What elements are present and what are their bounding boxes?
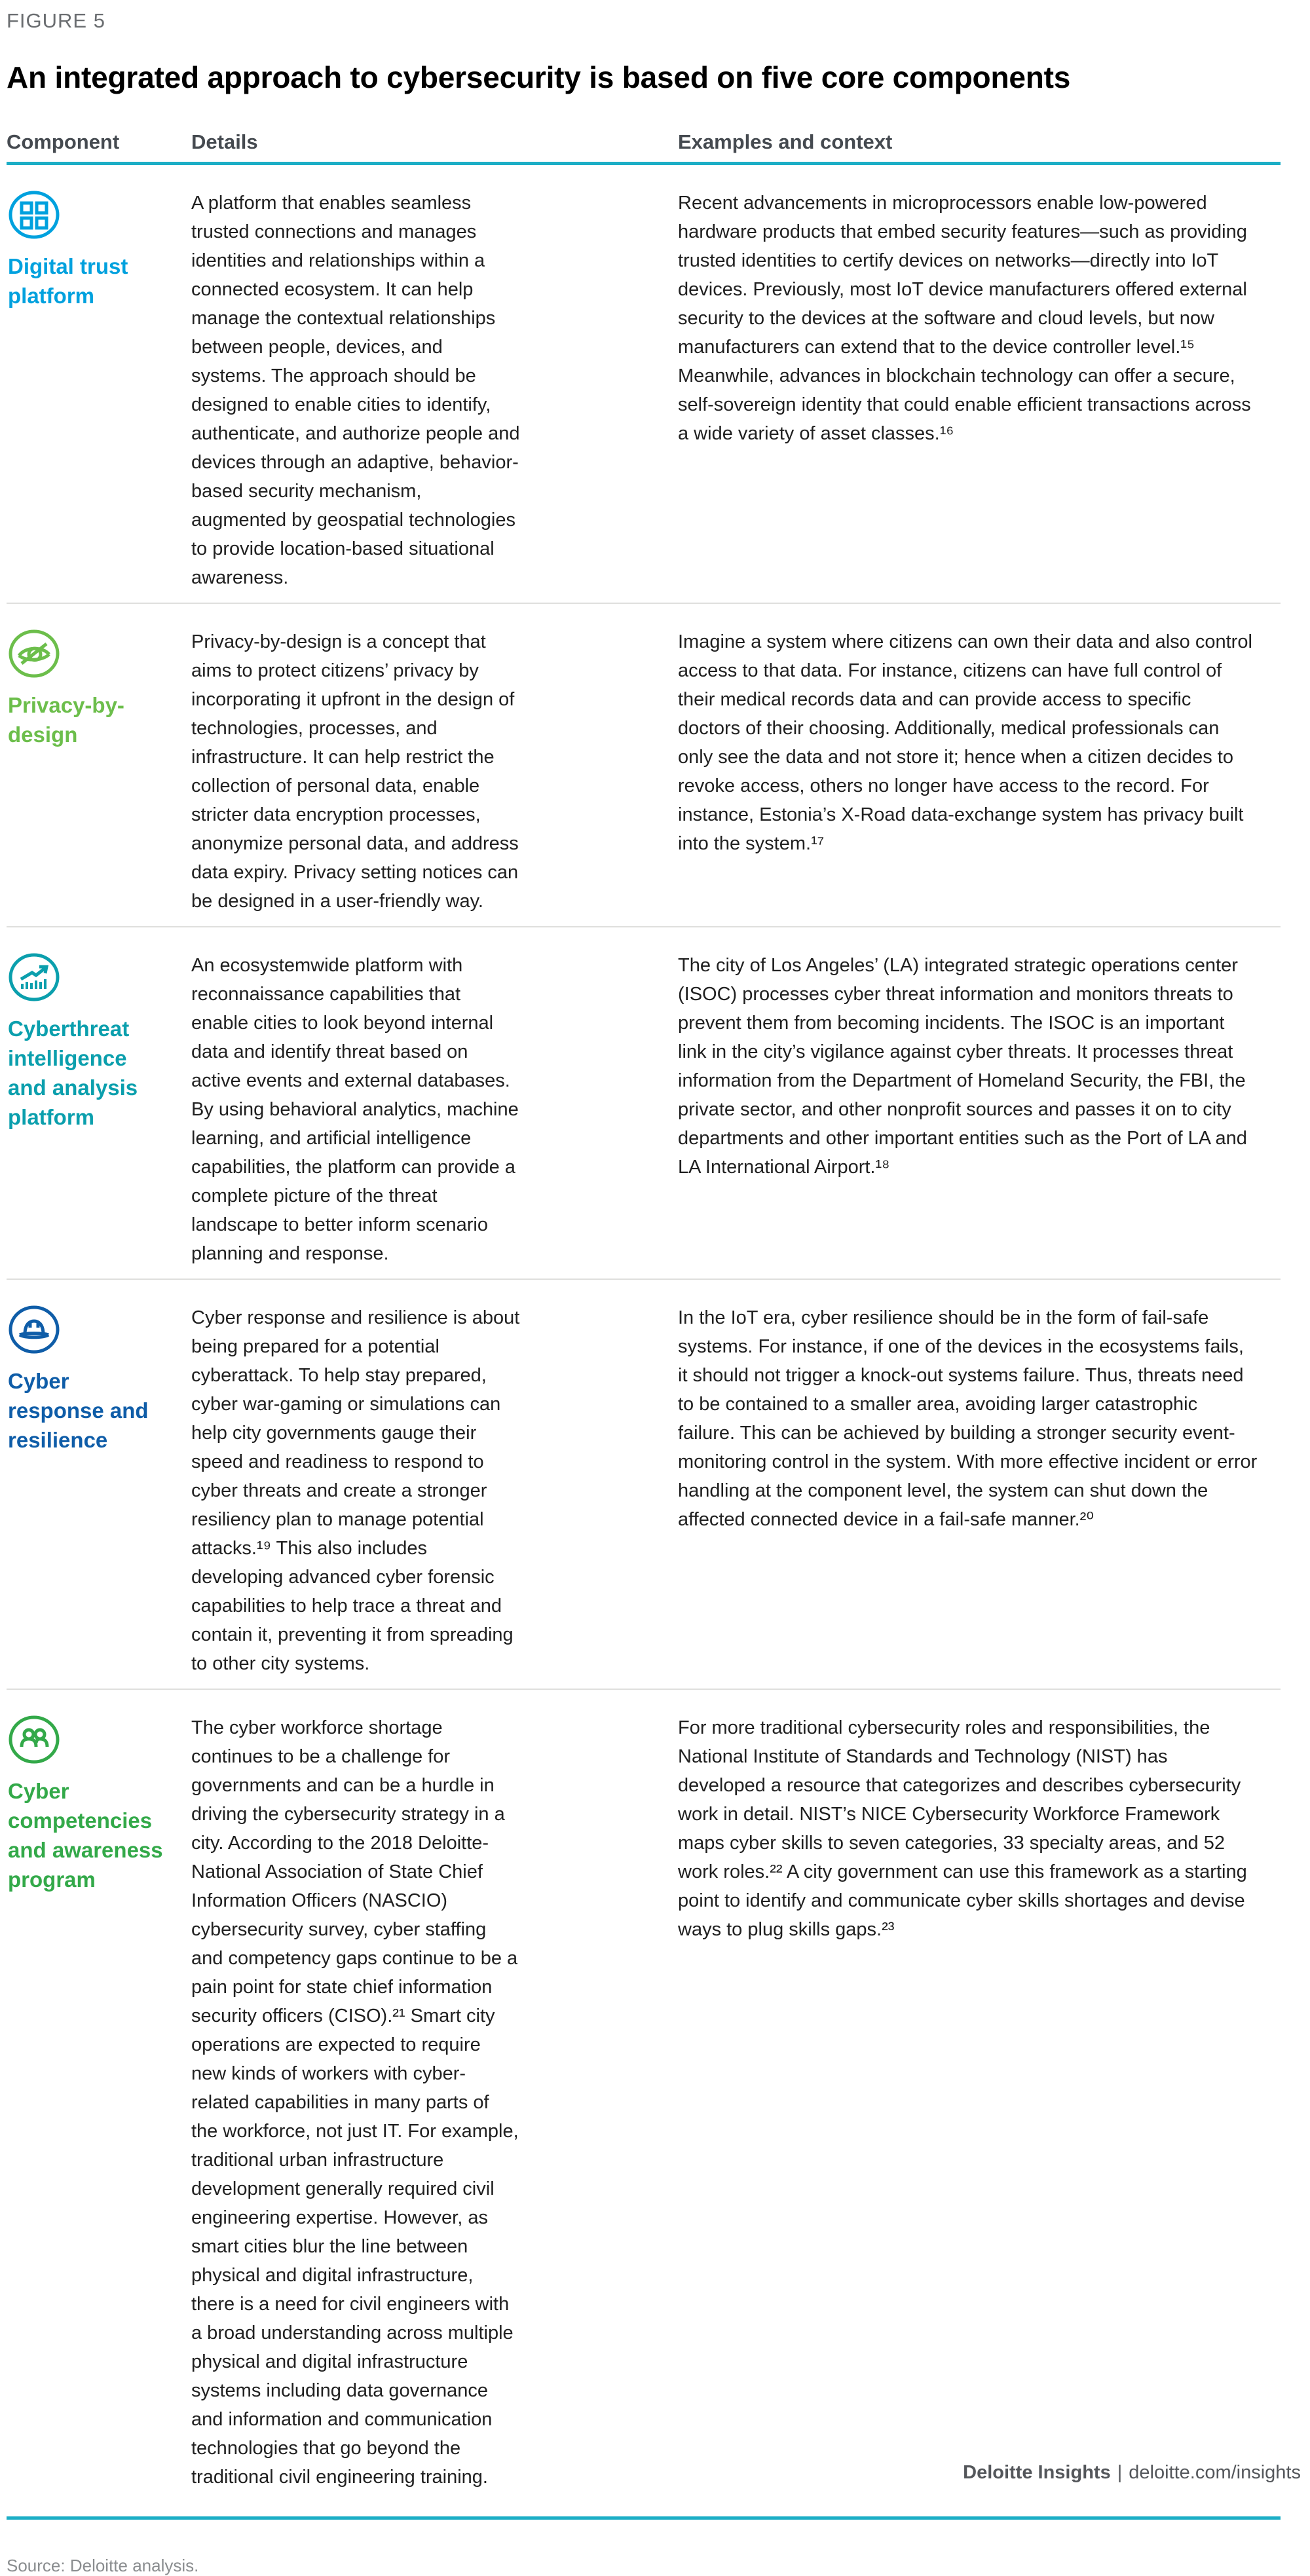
details-text: Privacy-by-design is a concept that aims to protect citizens’ privacy by incorporating it upfront in the design of technologies, processes, and infrastructure. It can help restrict the collection of personal data, enable stricter data encryption processes, anonymize personal data, and address data expiry. Privacy setting notices can be designed in a user-friendly way. <box>191 631 519 912</box>
component-cell <box>7 1303 191 1678</box>
details-text: Cyber response and resilience is about being prepared for a potential cyberattack. To help stay prepared, cyber war-gaming or simulations can help city governments gauge their speed and readiness to respond to cyber threats and create a stronger resiliency plan to manage potential attacks.¹⁹ This also includes developing advanced cyber forensic capabilities to help trace a threat and contain it, preventing it from spreading to other city systems. <box>191 1307 520 1674</box>
footer-separator: | <box>1117 2462 1123 2483</box>
examples-text: For more traditional cybersecurity roles and responsibilities, the National Institute of Standards and Technology (NIST) has developed a resource that categorizes and describes cybersecurity work in detail. NIST’s NICE Cybersecurity Workforce Framework maps cyber skills to seven categories, 33 specialty areas, and 52 work roles.²² A city government can use this framework as a starting point to identify and communicate cyber skills shortages and devise ways to plug skills gaps.²³ <box>678 1717 1247 1940</box>
details-cell <box>191 189 678 592</box>
people-icon <box>8 1713 60 1766</box>
details-cell <box>191 951 678 1268</box>
examples-text: Imagine a system where citizens can own their data and also control access to that data. For instance, citizens can have full control of their medical records data and can provide access to specific doctors of their choosing. Additionally, medical professionals can only see the data and not store it; hence when a citizen decides to revoke access, others no longer have access to the record. For instance, Estonia’s X-Road data-exchange system has privacy built into the system.¹⁷ <box>678 631 1252 854</box>
examples-text: Recent advancements in microprocessors enable low-powered hardware products that embed security features—such as providing trusted identities to certify devices on networks—directly into IoT devices. Previously, most IoT device manufacturers offered external security to the devices at the software and cloud levels, but now manufacturers can extend that to the device controller level.¹⁵ Meanwhile, advances in blockchain technology can offer a secure, self-sovereign identity that could enable efficient transactions across a wide variety of asset classes.¹⁶ <box>678 193 1251 444</box>
component-cell <box>7 1713 191 2492</box>
component-cell <box>7 189 191 592</box>
figure-title: An integrated approach to cybersecurity is based on five core components <box>7 60 1071 94</box>
component-label: Cyberthreat intelligence and analysis platform <box>8 1017 138 1129</box>
table-row-cyberthreat-intelligence <box>7 926 1281 1279</box>
deloitte-link[interactable]: deloitte.com/insights <box>1129 2462 1301 2483</box>
column-header-component: Component <box>7 130 120 153</box>
eye-slash-icon <box>8 627 60 680</box>
table-header-row <box>7 130 1281 165</box>
details-cell <box>191 1713 678 2492</box>
component-label: Cyber competencies and awareness program <box>8 1779 163 1892</box>
table-row-cyber-response <box>7 1279 1281 1689</box>
examples-text: The city of Los Angeles’ (LA) integrated strategic operations center (ISOC) processes cyber threat information and monitors threats to prevent them from becoming incidents. The ISOC is an important link in the city’s vigilance against cyber threats. It processes threat information from the Department of Homeland Security, the FBI, the private sector, and other nonprofit sources and passes it on to city departments and other important entities such as the Port of LA and LA International Airport.¹⁸ <box>678 955 1247 1178</box>
details-text: An ecosystemwide platform with reconnaissance capabilities that enable cities to look beyond internal data and identify threat based on active events and external databases. By using behavioral analytics, machine learning, and artificial intelligence capabilities, the platform can provide a complete picture of the threat landscape to better inform scenario planning and response. <box>191 955 519 1264</box>
column-header-examples: Examples and context <box>678 130 893 153</box>
details-text: A platform that enables seamless trusted connections and manages identities and relationships within a connected ecosystem. It can help manage the contextual relationships between people, devices, and systems. The approach should be designed to enable cities to identify, authenticate, and authorize people and devices through an adaptive, behavior-based security mechanism, augmented by geospatial technologies to provide location-based situational awareness. <box>191 193 520 588</box>
hard-hat-icon <box>8 1303 60 1356</box>
bar-chart-arrow-icon <box>8 951 60 1003</box>
component-label: Cyber response and resilience <box>8 1369 149 1452</box>
source-note: Source: Deloitte analysis. <box>7 2556 199 2575</box>
component-cell <box>7 627 191 916</box>
component-label: Digital trust platform <box>8 254 128 308</box>
examples-cell <box>678 1713 1281 2492</box>
examples-cell <box>678 951 1281 1268</box>
examples-text: In the IoT era, cyber resilience should be in the form of fail-safe systems. For instance, if one of the devices in the ecosystems fails, it should not trigger a knock-out systems failure. Thus, threats need to be contained to a smaller area, avoiding larger catastrophic failure. This can be achieved by building a stronger security event-monitoring control in the system. With more effective incident or error handling at the component level, the system can shut down the affected connected device in a fail-safe manner.²⁰ <box>678 1307 1258 1530</box>
examples-cell <box>678 1303 1281 1678</box>
grid-squares-icon <box>8 189 60 241</box>
component-cell <box>7 951 191 1268</box>
examples-cell <box>678 189 1281 592</box>
figure-label: FIGURE 5 <box>7 9 105 32</box>
details-cell <box>191 1303 678 1678</box>
table-row-privacy-by-design <box>7 603 1281 926</box>
footer-brand <box>963 2462 1301 2484</box>
details-cell <box>191 627 678 916</box>
table-body <box>7 165 1281 2520</box>
table-row-digital-trust <box>7 165 1281 603</box>
table-row-cyber-competencies <box>7 1689 1281 2502</box>
column-header-details: Details <box>191 130 258 153</box>
component-label: Privacy-by-design <box>8 693 124 747</box>
examples-cell <box>678 627 1281 916</box>
details-text: The cyber workforce shortage continues to be a challenge for governments and can be a hurdle in driving the cybersecurity strategy in a city. According to the 2018 Deloitte-National Association of State Chief Information Officers (NASCIO) cybersecurity survey, cyber staffing and competency gaps continue to be a pain point for state chief information security officers (CISO).²¹ Smart city operations are expected to require new kinds of workers with cyber-related capabilities in many parts of the workforce, not just IT. For example, traditional urban infrastructure development generally required civil engineering expertise. However, as smart cities blur the line between physical and digital infrastructure, there is a need for civil engineers with a broad understanding across multiple physical and digital infrastructure systems including data governance and information and communication technologies that go beyond the traditional civil engineering training. <box>191 1717 519 2488</box>
deloitte-insights-label: Deloitte Insights <box>963 2462 1111 2483</box>
